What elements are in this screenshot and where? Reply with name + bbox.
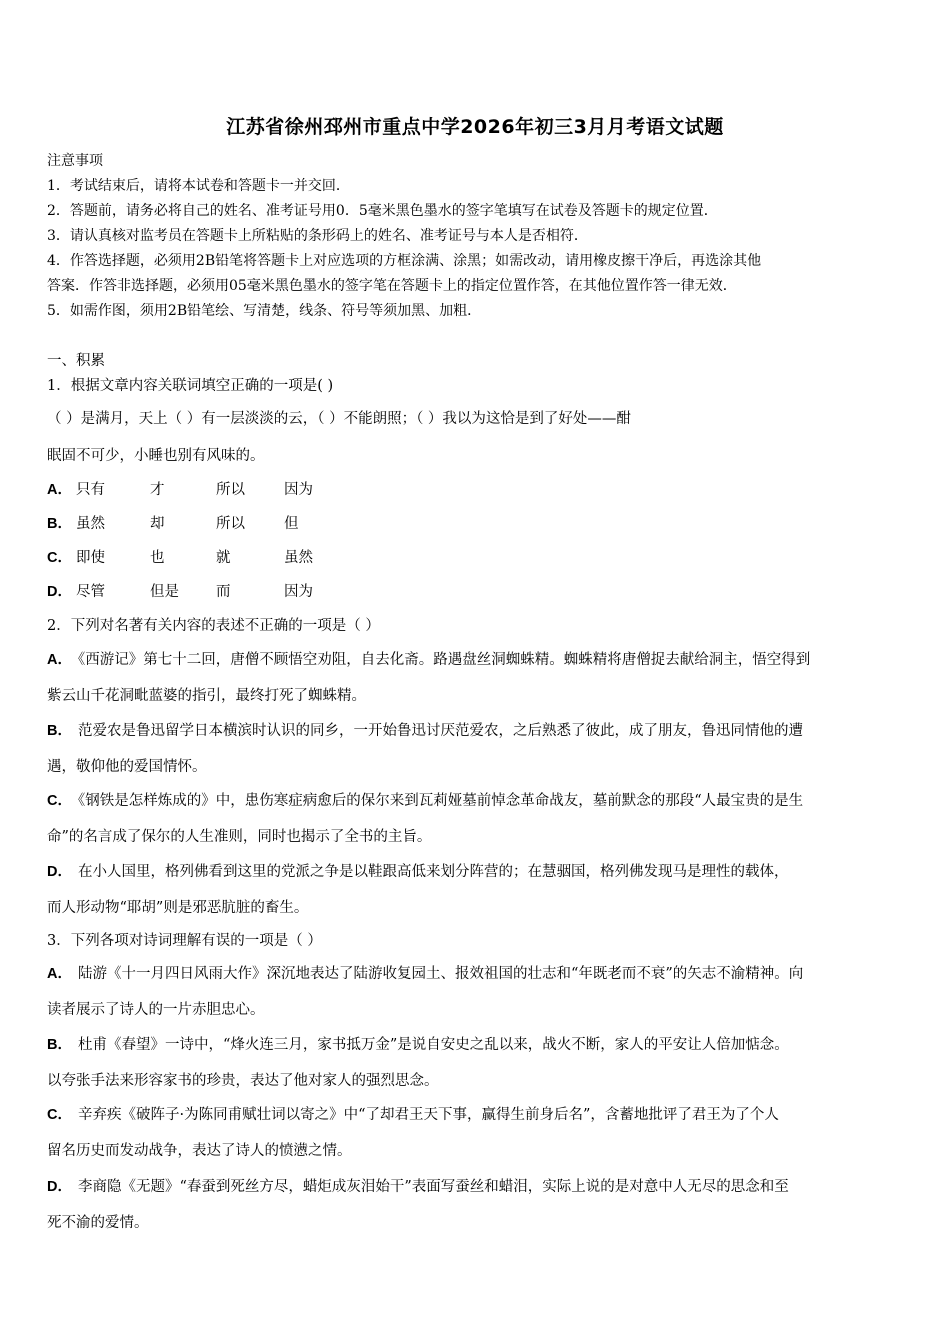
option-word: 但 <box>284 516 299 532</box>
question-passage: 眠固不可少，小睡也别有风味的。 <box>47 448 265 464</box>
option-word: 虽然 <box>76 516 105 532</box>
q3-option-d <box>47 1177 917 1197</box>
option-word: 因为 <box>284 584 313 600</box>
option-text: 《钢铁是怎样炼成的》中，患伤寒症病愈后的保尔来到瓦莉娅墓前悼念革命战友，墓前默念的那段“人最宝贵的是生 <box>77 793 804 809</box>
notice-item: 2．答题前，请务必将自己的姓名、准考证号用0．5毫米黑色墨水的签字笔填写在试卷及答题卡的规定位置． <box>47 203 718 219</box>
question-passage: （ ）是满月，天上（ ）有一层淡淡的云，（ ）不能朗照；（ ）我以为这恰是到了好处——酣 <box>47 411 631 427</box>
option-label: C． <box>47 1107 72 1123</box>
option-label: B． <box>47 1037 72 1053</box>
option-label: A． <box>47 482 72 498</box>
option-word: 才 <box>150 482 165 498</box>
option-word: 只有 <box>76 482 105 498</box>
option-text: 在小人国里，格列佛看到这里的党派之争是以鞋跟高低来划分阵营的；在慧骃国，格列佛发现马是理性的载体， <box>77 864 789 880</box>
option-word: 但是 <box>150 584 179 600</box>
option-text: 李商隐《无题》“春蚕到死丝方尽，蜡炬成灰泪始干”表面写蚕丝和蜡泪，实际上说的是对意中人无尽的思念和至 <box>77 1179 789 1195</box>
notice-item: 答案．作答非选择题，必须用05毫米黑色墨水的签字笔在答题卡上的指定位置作答，在其他位置作答一律无效． <box>47 278 737 294</box>
question-stem: 2．下列对名著有关内容的表述不正确的一项是（ ） <box>47 618 380 634</box>
notice-item: 3．请认真核对监考员在答题卡上所粘贴的条形码上的姓名、准考证号与本人是否相符． <box>47 228 588 244</box>
option-label: A． <box>47 966 72 982</box>
option-label: B． <box>47 516 72 532</box>
q2-option-a <box>47 650 917 670</box>
question-stem: 1．根据文章内容关联词填空正确的一项是( ) <box>47 378 334 394</box>
option-word: 所以 <box>216 482 245 498</box>
option-label: D． <box>47 1179 72 1195</box>
option-label: D． <box>47 864 72 880</box>
option-word: 也 <box>150 550 165 566</box>
option-text: 紫云山千花洞毗蓝婆的指引，最终打死了蜘蛛精。 <box>47 688 366 704</box>
q2-option-b <box>47 721 917 741</box>
option-text: 读者展示了诗人的一片赤胆忠心。 <box>47 1002 265 1018</box>
option-word: 虽然 <box>284 550 313 566</box>
option-word: 却 <box>150 516 165 532</box>
option-text: 以夸张手法来形容家书的珍贵，表达了他对家人的强烈思念。 <box>47 1073 439 1089</box>
q3-option-c <box>47 1105 917 1125</box>
q3-option-a <box>47 964 917 984</box>
option-word: 因为 <box>284 482 313 498</box>
question-stem: 3．下列各项对诗词理解有误的一项是（ ） <box>47 933 322 949</box>
option-text: 留名历史而发动战争，表达了诗人的愤懑之情。 <box>47 1143 352 1159</box>
q2-option-c <box>47 791 917 811</box>
option-word: 尽管 <box>76 584 105 600</box>
option-text: 范爱农是鲁迅留学日本横滨时认识的同乡，一开始鲁迅讨厌范爱农，之后熟悉了彼此，成了朋友，鲁迅同情他的遭 <box>77 723 803 739</box>
option-word: 所以 <box>216 516 245 532</box>
option-label: B． <box>47 723 72 739</box>
option-label: C． <box>47 793 72 809</box>
option-word: 即使 <box>76 550 105 566</box>
notice-item: 5．如需作图，须用2B铅笔绘、写清楚，线条、符号等须加黑、加粗． <box>47 303 482 319</box>
option-text: 死不渝的爱情。 <box>47 1215 149 1231</box>
option-label: D． <box>47 584 72 600</box>
page-title: 江苏省徐州邳州市重点中学2026年初三3月月考语文试题 <box>226 116 724 138</box>
option-text: 而人形动物“耶胡”则是邪恶肮脏的畜生。 <box>47 900 309 916</box>
option-text: 《西游记》第七十二回，唐僧不顾悟空劝阻，自去化斋。路遇盘丝洞蜘蛛精。蜘蛛精将唐僧捉去献给洞主，悟空得到 <box>77 652 811 668</box>
notice-item: 1．考试结束后，请将本试卷和答题卡一并交回． <box>47 178 350 194</box>
option-text: 陆游《十一月四日风雨大作》深沉地表达了陆游收复园土、报效祖国的壮志和“年既老而不衰”的矢志不渝精神。向 <box>77 966 804 982</box>
option-label: A． <box>47 652 72 668</box>
option-text: 遇，敬仰他的爱国情怀。 <box>47 759 207 775</box>
option-word: 而 <box>216 584 231 600</box>
option-text: 杜甫《春望》一诗中，“烽火连三月，家书抵万金”是说自安史之乱以来，战火不断，家人的平安让人倍加惦念。 <box>77 1037 789 1053</box>
option-text: 命”的名言成了保尔的人生准则，同时也揭示了全书的主旨。 <box>47 829 432 845</box>
section-heading: 一、积累 <box>47 353 105 369</box>
option-word: 就 <box>216 550 231 566</box>
q3-option-b <box>47 1035 917 1055</box>
notice-heading: 注意事项 <box>47 153 103 169</box>
q2-option-d <box>47 862 917 882</box>
option-label: C． <box>47 550 72 566</box>
notice-item: 4．作答选择题，必须用2B铅笔将答题卡上对应选项的方框涂满、涂黑；如需改动，请用橡皮擦干净后，再选涂其他 <box>47 253 762 269</box>
option-text: 辛弃疾《破阵子·为陈同甫赋壮词以寄之》中“了却君王天下事，赢得生前身后名”，含蓄地批评了君王为了个人 <box>77 1107 779 1123</box>
